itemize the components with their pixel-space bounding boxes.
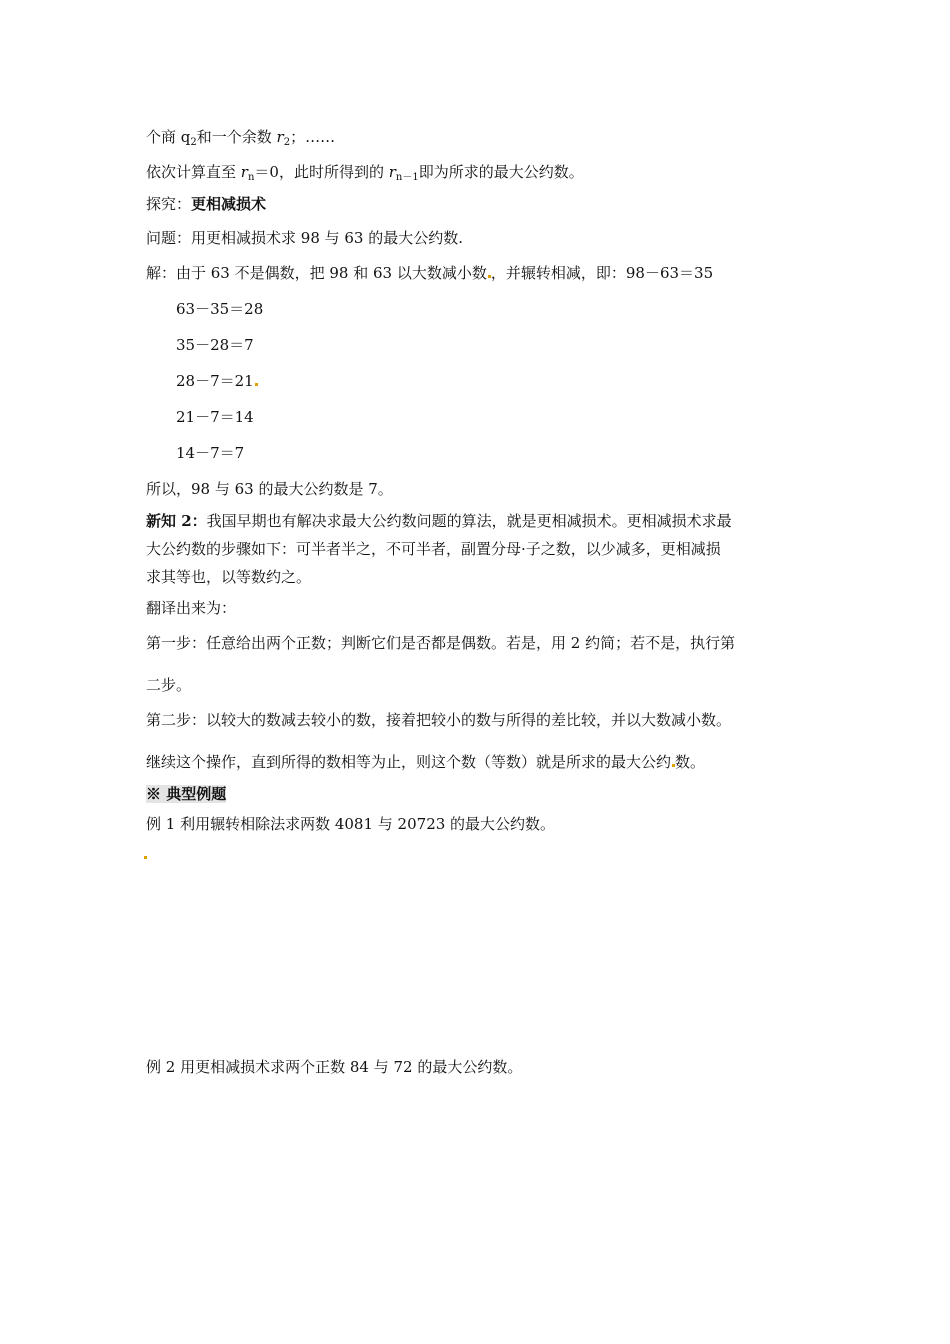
text-line-iterate: 依次计算直至 $r_n=0$，此时所得到的 $r_{n-1}$即为所求的最大公约数。 [146, 163, 584, 183]
example-1-text: 例 1 利用辗转相除法求两数 4081 与 20723 的最大公约数。 [146, 815, 556, 833]
new-knowledge-line-1: 新知 2：我国早期也有解决求最大公约数问题的算法，就是更相减损术。更相减损术求最 [146, 512, 732, 530]
question-text: 问题：用更相减损术求 98 与 63 的最大公约数. [146, 229, 464, 247]
new-knowledge-line-2: 大公约数的步骤如下：可半者半之，不可半者，副置分母·子之数，以少减多，更相减损 [146, 540, 721, 558]
step-line: 14－7＝7 [176, 444, 245, 462]
new-knowledge-line-3: 求其等也，以等数约之。 [146, 568, 312, 586]
step-line: 63－35＝28 [176, 300, 264, 318]
step-line: 21－7＝14 [176, 408, 254, 426]
conclusion-text: 所以，98 与 63 的最大公约数是 7。 [146, 480, 393, 498]
translation-label: 翻译出来为： [146, 599, 237, 617]
continue-text: 继续这个操作，直到所得的数相等为止，则这个数（等数）就是所求的最大公约 数。 [146, 753, 706, 771]
step2-text: 第二步：以较大的数减去较小的数，接着把较小的数与所得的差比较，并以大数减小数。 [146, 711, 732, 729]
step-line: 28－7＝21 [176, 371, 258, 391]
examples-header: ※ 典型例题 [146, 785, 227, 803]
text-line-quotient: 个商 $q_2$和一个余数 $r_2$；…… [146, 128, 336, 148]
solution-text: 解：由于 63 不是偶数，把 98 和 63 以大数减小数 ，并辗转相减，即：98－63＝35 [146, 264, 714, 282]
explore-heading: 探究：更相减损术 [146, 195, 267, 213]
example-2-text: 例 2 用更相减损术求两个正数 84 与 72 的最大公约数。 [146, 1058, 523, 1076]
step1-line-1: 第一步：任意给出两个正数；判断它们是否都是偶数。若是，用 2 约简；若不是，执行第 [146, 634, 736, 652]
marker-dot [255, 383, 258, 386]
step1-line-2: 二步。 [146, 676, 192, 694]
step-line: 35－28＝7 [176, 336, 254, 354]
marker-dot [144, 856, 147, 859]
